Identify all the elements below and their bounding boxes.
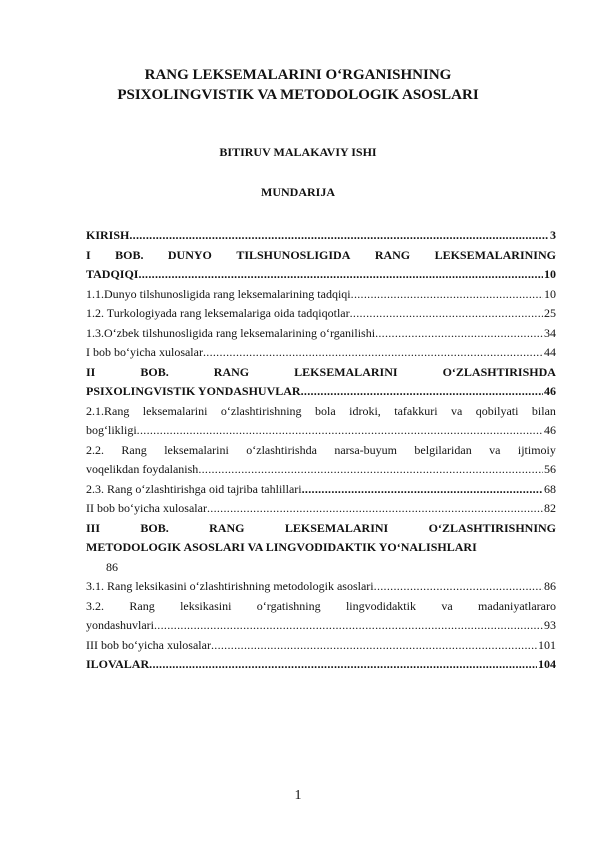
toc-entry-bob3-line3 xyxy=(86,558,556,578)
toc-word: lingvodidaktik xyxy=(345,598,416,613)
toc-page-number: 104 xyxy=(538,657,556,671)
toc-word: bola xyxy=(315,403,336,418)
toc-word: O‘ZLASHTIRISHDA xyxy=(442,364,556,379)
toc-page-number: 68 xyxy=(544,481,556,496)
toc-word: ijtimoiy xyxy=(517,442,556,457)
toc-word: o‘zlashtirishning xyxy=(220,403,302,418)
toc-leader xyxy=(211,636,537,656)
toc-word: RANG xyxy=(213,364,250,379)
toc-word: DUNYO xyxy=(167,247,212,262)
toc-word: va xyxy=(441,598,453,613)
toc-entry-2-1-line2 xyxy=(86,421,556,441)
toc-page-number: 34 xyxy=(544,325,556,340)
toc-entry-3-1 xyxy=(86,577,556,597)
toc-entry-bob1-summary xyxy=(86,343,556,363)
toc-word: leksikasini xyxy=(180,598,232,613)
work-type-heading: BITIRUV MALAKAVIY ISHI xyxy=(219,145,377,159)
toc-entry-ilovalar xyxy=(86,655,556,675)
toc-word: tafakkuri xyxy=(394,403,438,418)
document-title-line-2: PSIXOLINGVISTIK VA METODOLOGIK ASOSLARI xyxy=(117,87,479,103)
toc-entry-text: bog‘likligi xyxy=(86,423,137,437)
toc-page-number: 86 xyxy=(544,579,556,593)
toc-entry-text: 1.1.Dunyo tilshunosligida rang leksemalarining tadqiqi xyxy=(86,286,351,301)
toc-leader xyxy=(302,480,543,500)
toc-entry-text: ILOVALAR xyxy=(86,657,150,671)
toc-word: narsa-buyum xyxy=(334,442,397,457)
toc-word: o‘zlashtirishda xyxy=(246,442,317,457)
toc-entry-2-2-line1 xyxy=(86,441,556,461)
toc-leader xyxy=(129,226,549,246)
toc-page-number: 3 xyxy=(550,228,556,242)
toc-word: BOB. xyxy=(115,247,144,262)
toc-entry-text: II bob bo‘yicha xulosalar xyxy=(86,501,207,515)
toc-page-number: 46 xyxy=(544,384,556,398)
toc-entry-bob3-line1 xyxy=(86,519,556,539)
toc-entry-text: III bob bo‘yicha xulosalar xyxy=(86,637,211,652)
document-title-line-1: RANG LEKSEMALARINI O‘RGANISHNING xyxy=(144,67,452,83)
toc-entry-text: TADQIQI xyxy=(86,267,139,281)
toc-entry-text: 1.2. Turkologiyada rang leksemalariga oida tadqiqotlar xyxy=(86,306,350,320)
toc-leader xyxy=(154,616,543,636)
toc-leader xyxy=(301,382,543,402)
toc-entry-kirish xyxy=(86,226,556,246)
toc-page-number: 10 xyxy=(544,286,556,301)
toc-page-number: 10 xyxy=(544,267,556,281)
toc-leader xyxy=(137,421,543,441)
toc-word: leksemalarini xyxy=(142,403,208,418)
toc-entry-2-1-line1 xyxy=(86,402,556,422)
contents-heading: MUNDARIJA xyxy=(261,185,335,199)
toc-entry-text: PSIXOLINGVISTIK YONDASHUVLAR xyxy=(86,384,301,398)
toc-entry-bob2-line1 xyxy=(86,363,556,383)
toc-page-number: 56 xyxy=(544,462,556,476)
toc-word: 2.2. xyxy=(86,442,104,457)
toc-entry-2-3 xyxy=(86,480,556,500)
toc-page-number: 82 xyxy=(544,501,556,515)
toc-entry-text: voqelikdan foydalanish xyxy=(86,462,199,476)
toc-entry-1-3 xyxy=(86,324,556,344)
toc-word: madaniyatlararo xyxy=(478,598,556,613)
toc-word: va xyxy=(451,403,463,418)
toc-entry-3-2-line2 xyxy=(86,616,556,636)
toc-word: 3.2. xyxy=(86,598,104,613)
toc-word: LEKSEMALARINI xyxy=(284,520,389,535)
toc-page-number: 25 xyxy=(544,306,556,320)
toc-entry-bob3-summary xyxy=(86,636,556,656)
toc-word: 2.1.Rang xyxy=(86,403,130,418)
toc-page-number: 46 xyxy=(544,423,556,437)
toc-entry-text: 1.3.O‘zbek tilshunosligida rang leksemalarining o‘rganilishi xyxy=(86,325,376,340)
toc-word: RANG xyxy=(374,247,411,262)
toc-entry-2-2-line2 xyxy=(86,460,556,480)
toc-word: III xyxy=(86,520,101,535)
toc-word: I xyxy=(86,247,91,262)
toc-leader xyxy=(207,499,543,519)
page-number: 1 xyxy=(294,788,302,803)
toc-entry-text: 2.3. Rang o‘zlashtirishga oid tajriba tahlillari xyxy=(86,481,302,496)
toc-word: O‘ZLASHTIRISHNING xyxy=(428,520,556,535)
toc-word: II xyxy=(86,364,96,379)
table-of-contents xyxy=(86,226,556,675)
toc-word: LEKSEMALARINI xyxy=(294,364,398,379)
toc-word: leksemalarini xyxy=(164,442,229,457)
toc-leader xyxy=(138,265,543,285)
toc-leader xyxy=(203,343,543,363)
toc-entry-bob2-summary xyxy=(86,499,556,519)
toc-entry-1-1 xyxy=(86,285,556,305)
toc-word: Rang xyxy=(121,442,147,457)
toc-entry-1-2 xyxy=(86,304,556,324)
toc-word: BOB. xyxy=(140,364,169,379)
toc-entry-3-2-line1 xyxy=(86,597,556,617)
toc-entry-bob3-line2 xyxy=(86,538,556,558)
toc-entry-bob1-line2 xyxy=(86,265,556,285)
toc-word: va xyxy=(489,442,501,457)
toc-word: Rang xyxy=(129,598,155,613)
toc-word: o‘rgatishning xyxy=(256,598,321,613)
toc-word: belgilaridan xyxy=(414,442,472,457)
toc-entry-text: 3.1. Rang leksikasini o‘zlashtirishning metodologik asoslari xyxy=(86,579,374,593)
toc-page-number: 101 xyxy=(538,637,556,652)
toc-word: RANG xyxy=(209,520,245,535)
toc-entry-text: I bob bo‘yicha xulosalar xyxy=(86,345,203,359)
toc-leader xyxy=(198,460,543,480)
toc-word: TILSHUNOSLIGIDA xyxy=(236,247,351,262)
toc-word: LEKSEMALARINING xyxy=(434,247,556,262)
toc-leader xyxy=(351,285,543,305)
toc-entry-bob1-line1 xyxy=(86,246,556,266)
toc-entry-bob2-line2 xyxy=(86,382,556,402)
toc-entry-text: yondashuvlari xyxy=(86,618,154,632)
toc-entry-text: KIRISH xyxy=(86,228,130,242)
toc-leader xyxy=(350,304,543,324)
toc-page-number: 93 xyxy=(544,618,556,632)
toc-word: idroki, xyxy=(349,403,381,418)
toc-leader xyxy=(374,577,543,597)
toc-word: BOB. xyxy=(140,520,169,535)
toc-leader xyxy=(375,324,543,344)
toc-word: qobilyati xyxy=(475,403,519,418)
toc-leader xyxy=(149,655,537,675)
toc-word: bilan xyxy=(531,403,556,418)
toc-entry-text: METODOLOGIK ASOSLARI VA LINGVODIDAKTIK YO‘NALISHLARI xyxy=(86,540,477,554)
toc-page-number: 44 xyxy=(544,345,556,359)
toc-page-number: 86 xyxy=(106,559,118,574)
